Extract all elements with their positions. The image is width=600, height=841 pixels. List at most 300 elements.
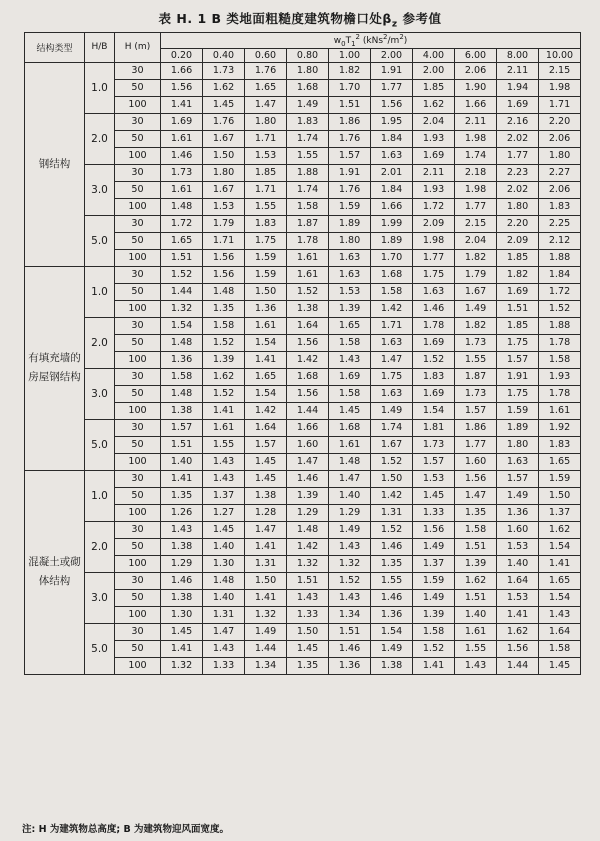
beta-value-cell: 1.58 <box>203 317 245 334</box>
beta-value-cell: 1.69 <box>497 283 539 300</box>
beta-value-cell: 1.49 <box>371 640 413 657</box>
beta-value-cell: 1.76 <box>329 181 371 198</box>
beta-value-cell: 1.77 <box>455 436 497 453</box>
hb-cell: 5.0 <box>85 419 115 470</box>
beta-value-cell: 1.50 <box>245 283 287 300</box>
beta-value-cell: 1.43 <box>203 640 245 657</box>
beta-value-cell: 2.06 <box>539 130 581 147</box>
beta-value-cell: 1.79 <box>203 215 245 232</box>
beta-value-cell: 1.66 <box>161 62 203 79</box>
beta-value-cell: 1.65 <box>329 317 371 334</box>
beta-value-cell: 2.00 <box>413 62 455 79</box>
beta-value-cell: 2.23 <box>497 164 539 181</box>
beta-value-cell: 1.55 <box>287 147 329 164</box>
header-t-value: 0.80 <box>287 48 329 62</box>
beta-value-cell: 1.60 <box>497 521 539 538</box>
beta-value-cell: 1.56 <box>371 96 413 113</box>
beta-value-cell: 1.65 <box>245 368 287 385</box>
header-t-value: 10.00 <box>539 48 581 62</box>
beta-value-cell: 1.44 <box>497 657 539 674</box>
beta-value-cell: 1.75 <box>413 266 455 283</box>
beta-value-cell: 1.39 <box>287 487 329 504</box>
beta-value-cell: 1.45 <box>245 453 287 470</box>
beta-value-cell: 1.78 <box>413 317 455 334</box>
beta-value-cell: 1.51 <box>287 572 329 589</box>
beta-value-cell: 1.85 <box>497 317 539 334</box>
beta-value-cell: 1.38 <box>161 589 203 606</box>
height-cell: 30 <box>115 62 161 79</box>
height-cell: 30 <box>115 521 161 538</box>
header-row-w <box>25 33 581 49</box>
hb-cell: 2.0 <box>85 317 115 368</box>
beta-value-cell: 1.65 <box>245 79 287 96</box>
beta-value-cell: 1.35 <box>161 487 203 504</box>
beta-value-cell: 1.63 <box>371 147 413 164</box>
beta-value-cell: 1.46 <box>287 470 329 487</box>
beta-value-cell: 1.52 <box>329 572 371 589</box>
beta-value-cell: 1.74 <box>455 147 497 164</box>
beta-value-cell: 1.83 <box>413 368 455 385</box>
beta-value-cell: 1.52 <box>203 334 245 351</box>
beta-value-cell: 1.58 <box>539 640 581 657</box>
beta-value-cell: 1.43 <box>161 521 203 538</box>
beta-value-cell: 1.68 <box>287 79 329 96</box>
beta-value-cell: 1.32 <box>161 657 203 674</box>
header-t-value: 8.00 <box>497 48 539 62</box>
beta-value-cell: 1.68 <box>329 419 371 436</box>
beta-value-cell: 1.47 <box>203 623 245 640</box>
beta-value-cell: 1.46 <box>161 147 203 164</box>
beta-value-cell: 1.44 <box>287 402 329 419</box>
beta-value-cell: 1.46 <box>161 572 203 589</box>
height-cell: 100 <box>115 198 161 215</box>
height-cell: 100 <box>115 504 161 521</box>
beta-value-cell: 1.37 <box>539 504 581 521</box>
beta-value-cell: 1.52 <box>371 453 413 470</box>
beta-value-cell: 1.80 <box>539 147 581 164</box>
beta-value-cell: 1.71 <box>371 317 413 334</box>
table-title-text: 表 H. 1 B 类地面粗糙度建筑物檐口处β <box>158 11 392 26</box>
height-cell: 100 <box>115 96 161 113</box>
footnote: 注: H 为建筑物总高度; B 为建筑物迎风面宽度。 <box>22 824 230 835</box>
beta-value-cell: 1.52 <box>539 300 581 317</box>
beta-value-cell: 2.01 <box>371 164 413 181</box>
beta-value-cell: 1.36 <box>161 351 203 368</box>
height-cell: 50 <box>115 283 161 300</box>
beta-value-cell: 1.61 <box>161 130 203 147</box>
beta-value-cell: 1.88 <box>539 317 581 334</box>
beta-value-cell: 1.41 <box>203 402 245 419</box>
beta-value-cell: 1.40 <box>203 538 245 555</box>
header-t-value: 0.60 <box>245 48 287 62</box>
beta-value-cell: 1.71 <box>539 96 581 113</box>
beta-value-cell: 1.72 <box>539 283 581 300</box>
beta-value-cell: 1.29 <box>287 504 329 521</box>
beta-value-cell: 1.41 <box>413 657 455 674</box>
beta-value-cell: 1.61 <box>203 419 245 436</box>
beta-value-cell: 1.59 <box>413 572 455 589</box>
beta-value-cell: 1.42 <box>245 402 287 419</box>
beta-value-cell: 1.57 <box>245 436 287 453</box>
beta-value-cell: 1.80 <box>497 436 539 453</box>
beta-value-cell: 1.55 <box>203 436 245 453</box>
beta-value-cell: 1.41 <box>161 640 203 657</box>
beta-value-cell: 1.42 <box>287 351 329 368</box>
height-cell: 50 <box>115 232 161 249</box>
beta-value-cell: 1.33 <box>203 657 245 674</box>
beta-value-cell: 1.64 <box>287 317 329 334</box>
height-cell: 100 <box>115 606 161 623</box>
beta-value-cell: 1.45 <box>329 402 371 419</box>
beta-value-cell: 1.41 <box>497 606 539 623</box>
table-row <box>25 623 581 640</box>
beta-value-cell: 1.58 <box>287 198 329 215</box>
beta-value-cell: 1.74 <box>287 181 329 198</box>
beta-value-cell: 1.93 <box>413 130 455 147</box>
beta-value-cell: 1.29 <box>161 555 203 572</box>
beta-value-cell: 2.02 <box>497 130 539 147</box>
beta-value-cell: 1.83 <box>287 113 329 130</box>
beta-value-cell: 1.69 <box>161 113 203 130</box>
beta-value-cell: 1.74 <box>287 130 329 147</box>
beta-value-cell: 1.57 <box>329 147 371 164</box>
beta-value-cell: 1.72 <box>161 215 203 232</box>
beta-value-cell: 1.98 <box>455 181 497 198</box>
height-cell: 30 <box>115 317 161 334</box>
beta-value-cell: 1.56 <box>287 334 329 351</box>
header-wt-label: $w_0T_1^2$ $(kNs^2/m^2)$ <box>161 33 581 49</box>
beta-value-cell: 1.49 <box>371 402 413 419</box>
beta-value-cell: 1.43 <box>455 657 497 674</box>
beta-value-cell: 1.73 <box>413 436 455 453</box>
beta-value-cell: 1.67 <box>203 181 245 198</box>
height-cell: 30 <box>115 419 161 436</box>
beta-value-cell: 1.54 <box>539 589 581 606</box>
beta-value-cell: 1.52 <box>413 640 455 657</box>
beta-value-cell: 1.45 <box>413 487 455 504</box>
beta-value-cell: 1.78 <box>539 385 581 402</box>
height-cell: 30 <box>115 470 161 487</box>
beta-value-cell: 1.41 <box>161 96 203 113</box>
table-body <box>25 62 581 674</box>
beta-value-cell: 1.45 <box>245 470 287 487</box>
beta-value-cell: 1.37 <box>203 487 245 504</box>
beta-value-cell: 1.36 <box>371 606 413 623</box>
table-row <box>25 521 581 538</box>
beta-value-cell: 2.11 <box>413 164 455 181</box>
beta-value-cell: 1.48 <box>161 198 203 215</box>
beta-value-cell: 1.80 <box>203 164 245 181</box>
beta-value-cell: 1.56 <box>287 385 329 402</box>
structure-type-cell: 钢结构 <box>25 62 85 266</box>
beta-value-cell: 1.87 <box>287 215 329 232</box>
beta-value-cell: 2.12 <box>539 232 581 249</box>
beta-value-cell: 2.15 <box>539 62 581 79</box>
table-row <box>25 215 581 232</box>
beta-value-cell: 1.73 <box>203 62 245 79</box>
height-cell: 100 <box>115 402 161 419</box>
table-title-suffix: 参考值 <box>397 11 442 26</box>
table-row <box>25 368 581 385</box>
beta-value-cell: 1.45 <box>203 521 245 538</box>
beta-value-cell: 1.31 <box>203 606 245 623</box>
beta-value-cell: 1.75 <box>497 385 539 402</box>
beta-value-cell: 1.27 <box>203 504 245 521</box>
header-t-value: 6.00 <box>455 48 497 62</box>
beta-value-cell: 1.86 <box>455 419 497 436</box>
beta-value-cell: 1.73 <box>455 334 497 351</box>
height-cell: 30 <box>115 164 161 181</box>
beta-value-cell: 1.59 <box>497 402 539 419</box>
beta-value-cell: 1.60 <box>455 453 497 470</box>
beta-value-cell: 1.43 <box>203 453 245 470</box>
beta-value-cell: 1.39 <box>455 555 497 572</box>
beta-value-cell: 2.25 <box>539 215 581 232</box>
header-t-value: 0.20 <box>161 48 203 62</box>
hb-cell: 3.0 <box>85 572 115 623</box>
reference-table <box>24 32 581 675</box>
beta-value-cell: 1.43 <box>539 606 581 623</box>
beta-value-cell: 1.32 <box>161 300 203 317</box>
beta-value-cell: 1.57 <box>497 470 539 487</box>
beta-value-cell: 1.50 <box>539 487 581 504</box>
beta-value-cell: 1.43 <box>287 589 329 606</box>
height-cell: 100 <box>115 147 161 164</box>
beta-value-cell: 1.76 <box>203 113 245 130</box>
height-cell: 50 <box>115 589 161 606</box>
beta-value-cell: 1.45 <box>287 640 329 657</box>
height-cell: 50 <box>115 334 161 351</box>
beta-value-cell: 1.89 <box>329 215 371 232</box>
height-cell: 30 <box>115 368 161 385</box>
beta-value-cell: 1.49 <box>455 300 497 317</box>
hb-cell: 3.0 <box>85 368 115 419</box>
beta-value-cell: 1.84 <box>371 181 413 198</box>
beta-value-cell: 1.68 <box>287 368 329 385</box>
beta-value-cell: 1.41 <box>245 351 287 368</box>
beta-value-cell: 1.98 <box>539 79 581 96</box>
beta-value-cell: 1.55 <box>371 572 413 589</box>
beta-value-cell: 1.69 <box>413 385 455 402</box>
beta-value-cell: 1.83 <box>539 198 581 215</box>
beta-value-cell: 1.55 <box>245 198 287 215</box>
header-t-value: 0.40 <box>203 48 245 62</box>
beta-value-cell: 1.41 <box>245 589 287 606</box>
beta-value-cell: 1.35 <box>287 657 329 674</box>
beta-value-cell: 2.06 <box>455 62 497 79</box>
beta-value-cell: 1.47 <box>245 521 287 538</box>
beta-value-cell: 1.51 <box>329 96 371 113</box>
hb-cell: 3.0 <box>85 164 115 215</box>
beta-value-cell: 2.04 <box>455 232 497 249</box>
height-cell: 50 <box>115 181 161 198</box>
beta-value-cell: 1.40 <box>203 589 245 606</box>
hb-cell: 5.0 <box>85 215 115 266</box>
beta-value-cell: 1.88 <box>287 164 329 181</box>
beta-value-cell: 1.74 <box>371 419 413 436</box>
beta-value-cell: 1.56 <box>497 640 539 657</box>
beta-value-cell: 1.47 <box>329 470 371 487</box>
beta-value-cell: 1.34 <box>245 657 287 674</box>
beta-value-cell: 1.29 <box>329 504 371 521</box>
beta-value-cell: 1.58 <box>413 623 455 640</box>
beta-value-cell: 1.80 <box>287 62 329 79</box>
beta-value-cell: 2.11 <box>455 113 497 130</box>
beta-value-cell: 1.59 <box>329 198 371 215</box>
beta-value-cell: 1.35 <box>455 504 497 521</box>
beta-value-cell: 1.65 <box>539 572 581 589</box>
beta-value-cell: 1.30 <box>161 606 203 623</box>
beta-value-cell: 1.83 <box>539 436 581 453</box>
beta-value-cell: 1.93 <box>539 368 581 385</box>
beta-value-cell: 1.61 <box>161 181 203 198</box>
table-row <box>25 62 581 79</box>
beta-value-cell: 1.32 <box>287 555 329 572</box>
beta-value-cell: 1.39 <box>203 351 245 368</box>
beta-value-cell: 1.36 <box>245 300 287 317</box>
beta-value-cell: 1.61 <box>539 402 581 419</box>
beta-value-cell: 1.66 <box>287 419 329 436</box>
beta-value-cell: 1.77 <box>371 79 413 96</box>
beta-value-cell: 1.41 <box>539 555 581 572</box>
beta-value-cell: 1.59 <box>245 249 287 266</box>
beta-value-cell: 1.53 <box>497 538 539 555</box>
beta-value-cell: 1.57 <box>497 351 539 368</box>
beta-value-cell: 1.69 <box>329 368 371 385</box>
beta-value-cell: 1.70 <box>329 79 371 96</box>
beta-value-cell: 1.51 <box>161 249 203 266</box>
beta-value-cell: 1.50 <box>203 147 245 164</box>
beta-value-cell: 1.63 <box>371 334 413 351</box>
beta-value-cell: 1.62 <box>497 623 539 640</box>
beta-value-cell: 1.50 <box>287 623 329 640</box>
beta-value-cell: 1.82 <box>455 249 497 266</box>
hb-cell: 5.0 <box>85 623 115 674</box>
beta-value-cell: 2.06 <box>539 181 581 198</box>
beta-value-cell: 1.36 <box>497 504 539 521</box>
table-row <box>25 419 581 436</box>
beta-value-cell: 1.63 <box>497 453 539 470</box>
beta-value-cell: 1.46 <box>329 640 371 657</box>
height-cell: 30 <box>115 215 161 232</box>
beta-value-cell: 1.76 <box>245 62 287 79</box>
table-row <box>25 572 581 589</box>
beta-value-cell: 1.80 <box>245 113 287 130</box>
height-cell: 50 <box>115 385 161 402</box>
beta-value-cell: 1.51 <box>455 538 497 555</box>
beta-value-cell: 1.42 <box>371 487 413 504</box>
beta-value-cell: 1.82 <box>455 317 497 334</box>
beta-value-cell: 1.58 <box>161 368 203 385</box>
beta-value-cell: 1.31 <box>371 504 413 521</box>
beta-value-cell: 1.32 <box>245 606 287 623</box>
beta-value-cell: 1.83 <box>245 215 287 232</box>
beta-value-cell: 1.56 <box>161 79 203 96</box>
beta-value-cell: 1.70 <box>371 249 413 266</box>
beta-value-cell: 1.55 <box>455 640 497 657</box>
height-cell: 30 <box>115 113 161 130</box>
beta-value-cell: 1.54 <box>245 385 287 402</box>
beta-value-cell: 1.41 <box>161 470 203 487</box>
beta-value-cell: 1.51 <box>161 436 203 453</box>
beta-value-cell: 1.62 <box>203 368 245 385</box>
beta-value-cell: 2.11 <box>497 62 539 79</box>
beta-value-cell: 1.38 <box>287 300 329 317</box>
height-cell: 50 <box>115 640 161 657</box>
beta-value-cell: 1.59 <box>539 470 581 487</box>
beta-value-cell: 1.58 <box>539 351 581 368</box>
beta-value-cell: 1.75 <box>497 334 539 351</box>
beta-value-cell: 1.37 <box>413 555 455 572</box>
beta-value-cell: 1.69 <box>413 147 455 164</box>
beta-value-cell: 2.20 <box>539 113 581 130</box>
beta-value-cell: 1.73 <box>455 385 497 402</box>
beta-value-cell: 1.52 <box>287 283 329 300</box>
beta-value-cell: 1.56 <box>203 266 245 283</box>
beta-value-cell: 1.45 <box>161 623 203 640</box>
beta-value-cell: 1.38 <box>161 538 203 555</box>
beta-value-cell: 1.82 <box>497 266 539 283</box>
beta-value-cell: 2.04 <box>413 113 455 130</box>
beta-value-cell: 1.48 <box>287 521 329 538</box>
beta-value-cell: 1.33 <box>287 606 329 623</box>
height-cell: 100 <box>115 249 161 266</box>
beta-value-cell: 1.54 <box>161 317 203 334</box>
beta-value-cell: 1.48 <box>203 283 245 300</box>
beta-value-cell: 1.85 <box>245 164 287 181</box>
table-row <box>25 470 581 487</box>
beta-value-cell: 1.53 <box>497 589 539 606</box>
beta-value-cell: 1.26 <box>161 504 203 521</box>
beta-value-cell: 1.93 <box>413 181 455 198</box>
beta-value-cell: 1.89 <box>497 419 539 436</box>
height-cell: 30 <box>115 572 161 589</box>
beta-value-cell: 1.64 <box>497 572 539 589</box>
beta-value-cell: 1.61 <box>245 317 287 334</box>
beta-value-cell: 1.62 <box>539 521 581 538</box>
beta-value-cell: 1.48 <box>161 385 203 402</box>
beta-value-cell: 1.98 <box>455 130 497 147</box>
beta-value-cell: 1.68 <box>371 266 413 283</box>
beta-value-cell: 1.49 <box>497 487 539 504</box>
beta-value-cell: 1.79 <box>455 266 497 283</box>
beta-value-cell: 1.50 <box>371 470 413 487</box>
beta-value-cell: 1.58 <box>329 334 371 351</box>
beta-value-cell: 1.57 <box>413 453 455 470</box>
beta-value-cell: 1.98 <box>413 232 455 249</box>
header-t-value: 1.00 <box>329 48 371 62</box>
beta-value-cell: 1.53 <box>245 147 287 164</box>
beta-value-cell: 1.69 <box>413 334 455 351</box>
height-cell: 30 <box>115 623 161 640</box>
beta-value-cell: 1.76 <box>329 130 371 147</box>
beta-value-cell: 1.56 <box>413 521 455 538</box>
beta-value-cell: 1.43 <box>203 470 245 487</box>
header-t-value: 2.00 <box>371 48 413 62</box>
beta-value-cell: 1.34 <box>329 606 371 623</box>
beta-value-cell: 1.52 <box>413 351 455 368</box>
height-cell: 50 <box>115 130 161 147</box>
beta-value-cell: 1.49 <box>413 538 455 555</box>
beta-value-cell: 1.63 <box>413 283 455 300</box>
beta-value-cell: 1.85 <box>413 79 455 96</box>
table-row <box>25 113 581 130</box>
beta-value-cell: 1.91 <box>329 164 371 181</box>
table-row <box>25 317 581 334</box>
beta-value-cell: 1.67 <box>203 130 245 147</box>
beta-value-cell: 1.63 <box>371 385 413 402</box>
beta-value-cell: 1.39 <box>413 606 455 623</box>
